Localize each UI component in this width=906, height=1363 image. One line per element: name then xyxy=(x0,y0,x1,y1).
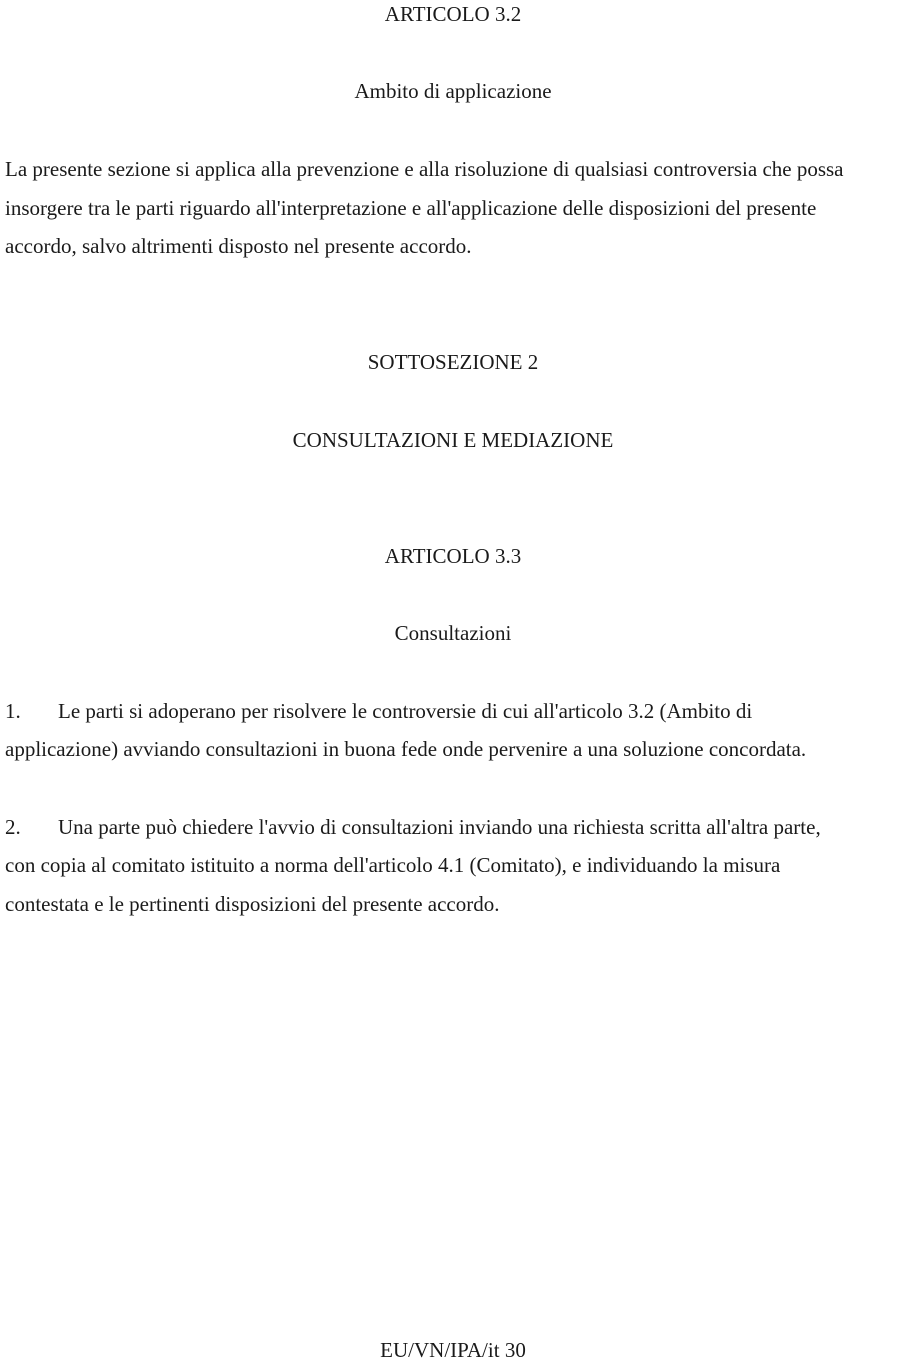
subsection-title: CONSULTAZIONI E MEDIAZIONE xyxy=(292,428,614,452)
subsection-heading: SOTTOSEZIONE 2 xyxy=(367,350,539,374)
item-text: Una parte può chiedere l'avvio di consultazioni inviando una richiesta scritta all'altra parte, xyxy=(58,815,821,839)
item-number: 1. xyxy=(5,699,21,723)
article-3-2-title: Ambito di applicazione xyxy=(354,79,552,103)
item-text: Le parti si adoperano per risolvere le controversie di cui all'articolo 3.2 (Ambito di xyxy=(58,699,753,723)
article-3-3-heading: ARTICOLO 3.3 xyxy=(384,544,522,568)
page-footer-reference: EU/VN/IPA/it 30 xyxy=(380,1338,526,1362)
item-line: contestata e le pertinenti disposizioni del presente accordo. xyxy=(5,892,500,916)
item-line: con copia al comitato istituito a norma dell'articolo 4.1 (Comitato), e individuando la misura xyxy=(5,853,781,877)
article-3-3-title: Consultazioni xyxy=(394,621,512,645)
article-3-2-heading: ARTICOLO 3.2 xyxy=(384,2,522,26)
paragraph-line: accordo, salvo altrimenti disposto nel presente accordo. xyxy=(5,234,472,258)
paragraph-line: insorgere tra le parti riguardo all'interpretazione e all'applicazione delle disposizioni del presente xyxy=(5,196,817,220)
item-number: 2. xyxy=(5,815,21,839)
item-line: applicazione) avviando consultazioni in buona fede onde pervenire a una soluzione concordata. xyxy=(5,737,807,761)
item-first-line xyxy=(5,817,821,838)
item-first-line xyxy=(5,701,752,722)
paragraph-line: La presente sezione si applica alla prevenzione e alla risoluzione di qualsiasi controversia che possa xyxy=(5,157,844,181)
